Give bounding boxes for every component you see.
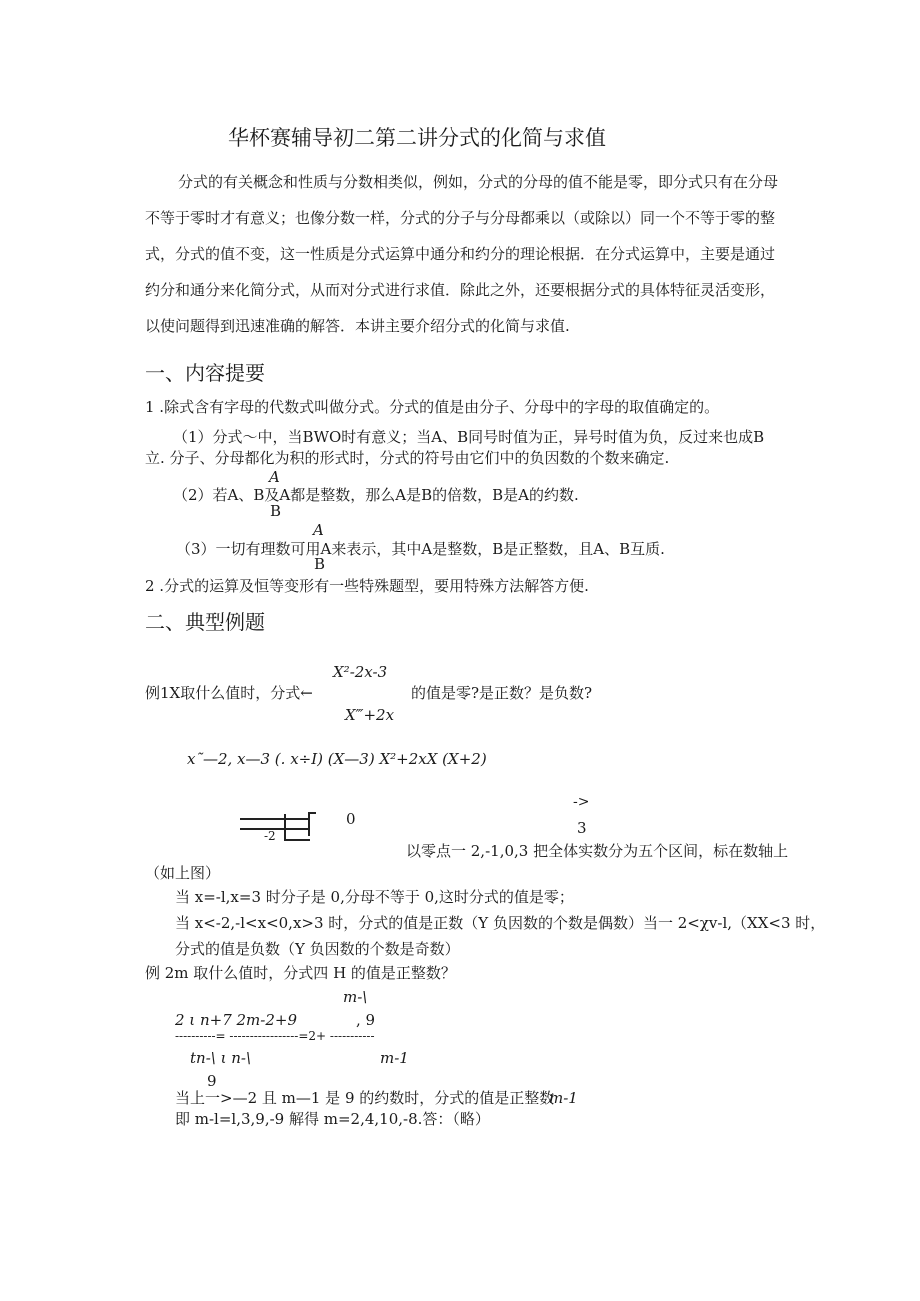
fraction-denominator-b-2: B xyxy=(314,555,326,573)
ex2-question: 例 2m 取什么值时，分式四 H 的值是正整数？ xyxy=(145,964,456,982)
fraction-denominator-b: B xyxy=(270,502,282,520)
ex1-factorization: x˜—2, x—3 (. x÷I) (X—3) X²+2xX (X+2) xyxy=(187,750,487,768)
fraction-numerator-a: A xyxy=(269,468,280,486)
number-line-figure xyxy=(240,810,330,850)
ex2-line-2b: m-1 xyxy=(380,1049,409,1067)
intro-line-1: 分式的有关概念和性质与分数相类似，例如，分式的分母的值不能是零，即分式只有在分母 xyxy=(178,173,779,191)
ex1-answer-1: 当 x=-l,x=3 时分子是 0,分母不等于 0,这时分式的值是零； xyxy=(175,888,574,906)
intro-line-3: 式，分式的值不变，这一性质是分式运算中通分和约分的理论根据．在分式运算中，主要是通过 xyxy=(145,245,776,263)
ex2-line-1: 2 ι n+7 2m-2+9 xyxy=(175,1011,297,1029)
s1-item-3: （3）一切有理数可用A来表示，其中A是整数，B是正整数，且A、B互质. xyxy=(176,540,665,558)
ex2-nine: 9 xyxy=(207,1072,217,1090)
section-heading-1: 一、内容提要 xyxy=(145,361,265,385)
ex2-answer-1b: m-1 xyxy=(549,1089,578,1107)
number-line-base xyxy=(284,839,310,841)
s1-item-1-note-a: （1）分式～中，当BWO时有意义；当A、B同号时值为正，异号时值为负，反过来也成B xyxy=(173,428,765,446)
ex1-question: 例1X取什么值时，分式← xyxy=(145,684,313,702)
ex1-answer-3: 分式的值是负数（Y 负因数的个数是奇数） xyxy=(175,940,460,958)
intro-line-5: 以使问题得到迅速准确的解答．本讲主要介绍分式的化简与求值. xyxy=(145,317,570,335)
number-line-hook xyxy=(308,812,316,814)
s1-item-2: （2）若A、B及A都是整数，那么A是B的倍数，B是A的约数. xyxy=(173,486,579,504)
intro-line-4: 约分和通分来化简分式，从而对分式进行求值．除此之外，还要根据分式的具体特征灵活变形， xyxy=(145,281,776,299)
page-title: 华杯赛辅导初二第二讲分式的化简与求值 xyxy=(228,126,606,150)
ex2-dashes: ----------= -----------------=2+ ----------- xyxy=(175,1029,375,1043)
number-line-label-three: 3 xyxy=(577,819,587,837)
ex1-denominator: X‴+2x xyxy=(345,706,395,724)
ex1-description-2: （如上图） xyxy=(145,864,221,882)
ex1-question-tail: 的值是零?是正数？是负数? xyxy=(411,684,593,702)
ex2-top: m-\ xyxy=(343,988,368,1006)
number-line-tick-right xyxy=(308,812,310,836)
ex2-answer-2: 即 m-l=l,3,9,-9 解得 m=2,4,10,-8.答：（略） xyxy=(175,1110,490,1128)
ex2-line-2: tn-\ ι n-\ xyxy=(190,1049,252,1067)
intro-line-2: 不等于零时才有意义；也像分数一样，分式的分子与分母都乘以（或除以）同一个不等于零的整 xyxy=(145,209,776,227)
number-line-axis-top xyxy=(240,818,310,820)
s1-item-1: 1 .除式含有字母的代数式叫做分式。分式的值是由分子、分母中的字母的取值确定的。 xyxy=(145,398,720,416)
number-line-label-zero: 0 xyxy=(346,810,356,828)
s1-item-4: 2 .分式的运算及恒等变形有一些特殊题型，要用特殊方法解答方便. xyxy=(145,577,589,595)
fraction-numerator-a-2: A xyxy=(313,521,324,539)
number-line-label-neg2: -2 xyxy=(264,829,276,843)
ex1-answer-2: 当 x<-2,-l<x<0,x>3 时，分式的值是正数（Y 负因数的个数是偶数）当一 2<χv-l,（XX<3 时， xyxy=(175,914,826,932)
s1-item-1-note-b: 立. 分子、分母都化为积的形式时，分式的符号由它们中的负因数的个数来确定. xyxy=(145,449,670,467)
ex2-answer-1: 当上一>—2 且 m—1 是 9 的约数时，分式的值是正整数 xyxy=(175,1089,555,1107)
ex2-line-1b: , 9 xyxy=(356,1011,376,1029)
section-heading-2: 二、典型例题 xyxy=(145,610,265,634)
ex1-description: 以零点一 2,-1,0,3 把全体实数分为五个区间，标在数轴上 xyxy=(406,842,789,860)
ex1-numerator: X²-2x-3 xyxy=(333,663,388,681)
number-line-tick xyxy=(284,814,286,841)
number-line-arrow: -> xyxy=(573,794,590,810)
